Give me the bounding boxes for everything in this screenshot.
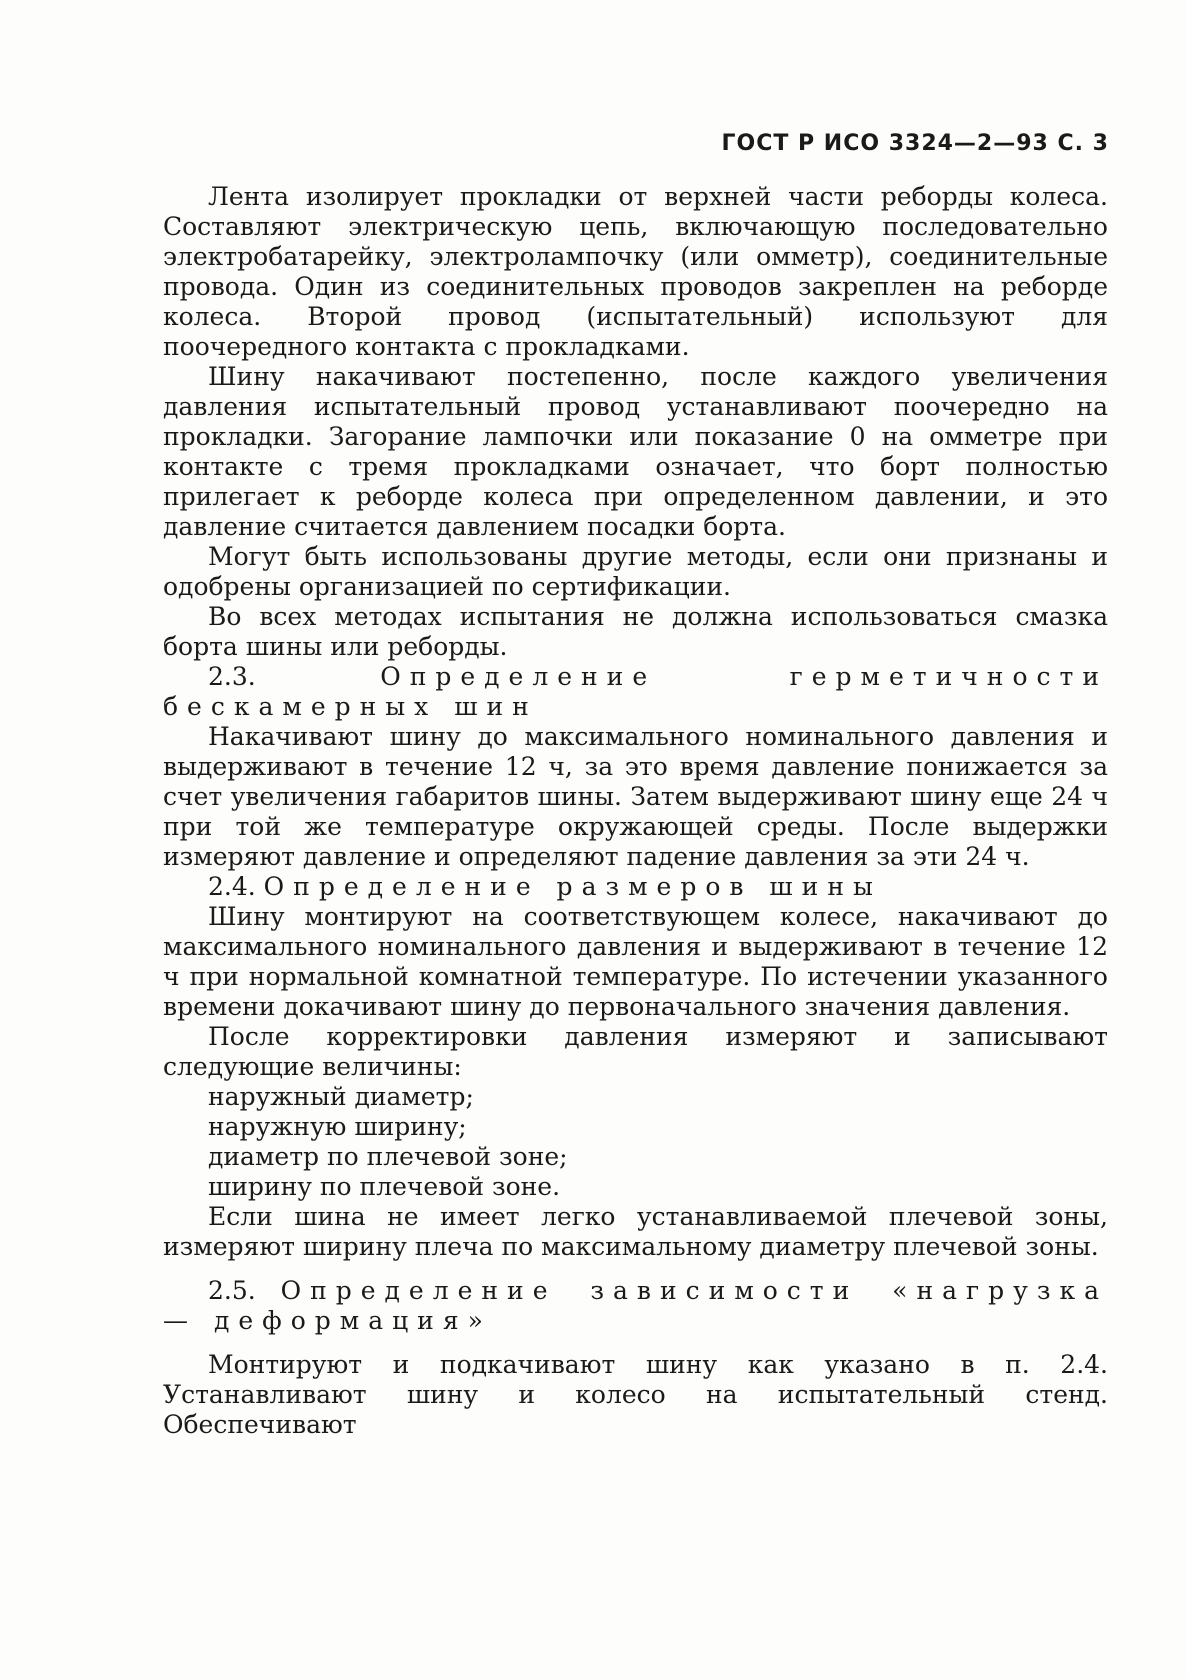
- section-number: 2.3.: [208, 662, 256, 691]
- list-item: ширину по плечевой зоне.: [208, 1172, 561, 1201]
- paragraph-shoulder-zone: Если шина не имеет легко устанавливаемой плечевой зоны, измеряют ширину плеча по максимальному диаметру плечевой зоны.: [163, 1202, 1108, 1261]
- section-heading-2-5: [163, 1276, 1108, 1336]
- section-title: Определение размеров шины: [263, 872, 882, 901]
- paragraph-inflation-procedure: Шину накачивают постепенно, после каждого увеличения давления испытательный провод устанавливают поочередно на прокладки. Загорание лампочки или показание 0 на омметре при контакте с тремя прокладками означает, что борт полностью прилегает к реборде колеса при определенном давлении, и это давление считается давлением посадки борта.: [163, 362, 1108, 541]
- section-title: Определение герметичности бескамерных шин: [163, 662, 1108, 721]
- document-body: [163, 182, 1108, 1440]
- page-header: ГОСТ Р ИСО 3324—2—93 С. 3: [721, 131, 1109, 156]
- section-number: 2.4.: [208, 872, 256, 901]
- paragraph-load-deformation: Монтируют и подкачивают шину как указано в п. 2.4. Устанавливают шину и колесо на испытательный стенд. Обеспечивают: [163, 1350, 1108, 1439]
- list-item: диаметр по плечевой зоне;: [208, 1142, 568, 1171]
- paragraph-no-lubricant: Во всех методах испытания не должна использоваться смазка борта шины или реборды.: [163, 602, 1108, 661]
- paragraph-tape-insulation: Лента изолирует прокладки от верхней части реборды колеса. Составляют электрическую цепь, включающую последовательно электробатарейку, электролампочку (или омметр), соединительные провода. Один из соединительных проводов закреплен на реборде колеса. Второй провод (испытательный) используют для поочередного контакта с прокладками.: [163, 182, 1108, 361]
- section-number: 2.5.: [208, 1276, 256, 1305]
- paragraph-other-methods: Могут быть использованы другие методы, если они признаны и одобрены организацией по сертификации.: [163, 542, 1108, 601]
- paragraph-after-correction: После корректировки давления измеряют и записывают следующие величины:: [163, 1022, 1108, 1081]
- section-heading-2-3: [163, 662, 1108, 722]
- paragraph-mounting: Шину монтируют на соответствующем колесе, накачивают до максимального номинального давления и выдерживают в течение 12 ч при нормальной комнатной температуре. По истечении указанного времени докачивают шину до первоначального значения давления.: [163, 902, 1108, 1021]
- list-item: наружный диаметр;: [208, 1082, 474, 1111]
- paragraph-tightness-test: Накачивают шину до максимального номинального давления и выдерживают в течение 12 ч, за это время давление понижается за счет увеличения габаритов шины. Затем выдерживают шину еще 24 ч при той же температуре окружающей среды. После выдержки измеряют давление и определяют падение давления за эти 24 ч.: [163, 722, 1108, 871]
- list-item: наружную ширину;: [208, 1112, 467, 1141]
- section-title: Определение зависимости «нагрузка — деформация»: [163, 1276, 1108, 1335]
- section-heading-2-4: [163, 872, 1108, 902]
